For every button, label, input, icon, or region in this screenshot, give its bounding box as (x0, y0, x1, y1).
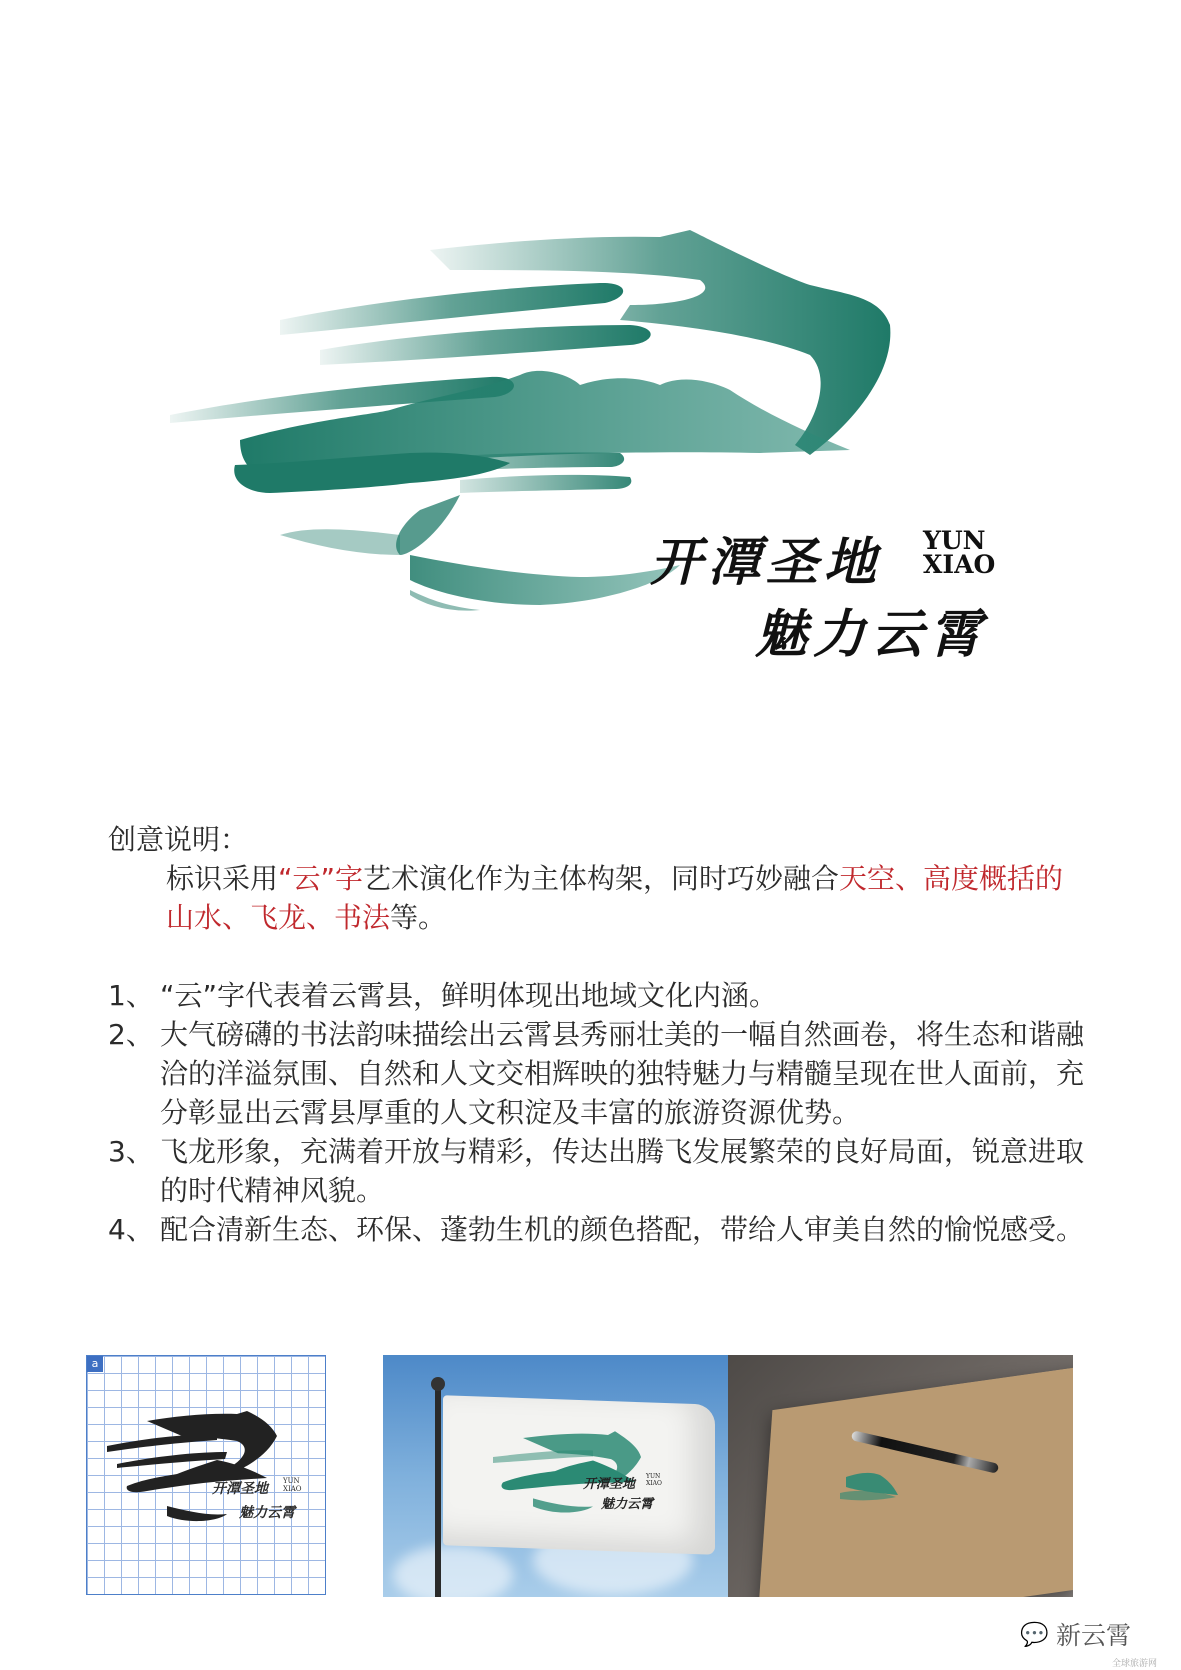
list-item (108, 976, 1088, 1015)
list-item-number: 2、 (108, 1018, 154, 1051)
grid-slogan-line2: 魅力云霄 (239, 1505, 295, 1521)
envelope-mockup-image (728, 1355, 1073, 1597)
grid-en-line2: XIAO (283, 1485, 302, 1493)
list-item-number: 4、 (108, 1213, 154, 1246)
list-item-number: 3、 (108, 1135, 154, 1168)
flag-slogan-line2: 魅力云霄 (601, 1497, 654, 1512)
flag-logo-graphic (443, 1395, 715, 1554)
list-item (108, 1210, 1088, 1249)
description-intro (108, 859, 1088, 937)
slogan-line1: 开潭圣地 (650, 532, 883, 593)
envelope-logo-graphic (728, 1355, 1073, 1597)
list-item-number: 1、 (108, 979, 154, 1012)
description-title: 创意说明： (108, 823, 249, 856)
wechat-icon: 💬 (1020, 1622, 1049, 1648)
flag-mockup-image (383, 1355, 728, 1597)
list-item-text: “云”字代表着云霄县，鲜明体现出地域文化内涵。 (160, 979, 778, 1012)
flag-slogan-line1: 开潭圣地 (583, 1477, 636, 1492)
watermark-name: 新云霄 (1056, 1621, 1132, 1650)
grid-en-line1: YUN (283, 1477, 300, 1485)
spacer (108, 937, 1088, 976)
flag-pole-top (431, 1377, 445, 1391)
flag (443, 1395, 715, 1554)
grid-slogan-line1: 开潭圣地 (212, 1481, 268, 1497)
flag-pole (435, 1385, 441, 1597)
intro-highlight-2: 天空、高度概括的山水、飞龙、书法 (166, 862, 1064, 934)
logo-en-line2: XIAO (923, 550, 996, 579)
list-item-text: 大气磅礴的书法韵味描绘出云霄县秀丽壮美的一幅自然画卷，将生态和谐融洽的洋溢氛围、自然和人文交相辉映的独特魅力与精髓呈现在世人面前，充分彰显出云霄县厚重的人文积淀及丰富的旅游资源优势。 (160, 1018, 1085, 1129)
logo-grid-panel (86, 1355, 326, 1595)
flag-en-line2: XIAO (646, 1480, 662, 1487)
grid-logo-graphic (87, 1356, 325, 1594)
grid-label: a (87, 1356, 103, 1372)
watermark-site: 全球旅游网 (1112, 1659, 1158, 1669)
creative-description (108, 820, 1088, 1249)
list-item (108, 1015, 1088, 1132)
list-item-text: 飞龙形象，充满着开放与精彩，传达出腾飞发展繁荣的良好局面，锐意进取的时代精神风貌。 (160, 1135, 1085, 1207)
list-item-text: 配合清新生态、环保、蓬勃生机的颜色搭配，带给人审美自然的愉悦感受。 (160, 1213, 1085, 1246)
intro-text-3: 等。 (390, 901, 447, 934)
logo-en-line1: YUN (923, 526, 986, 555)
list-item (108, 1132, 1088, 1210)
intro-highlight-1: “云”字 (278, 862, 364, 895)
slogan-line2: 魅力云霄 (755, 604, 988, 665)
intro-text-1: 标识采用 (166, 862, 279, 895)
grid-en (283, 1477, 302, 1493)
cloud (393, 1545, 513, 1597)
flag-en-line1: YUN (646, 1473, 661, 1480)
intro-text-2: 艺术演化作为主体构架，同时巧妙融合 (363, 862, 840, 895)
flag-en (646, 1473, 662, 1487)
